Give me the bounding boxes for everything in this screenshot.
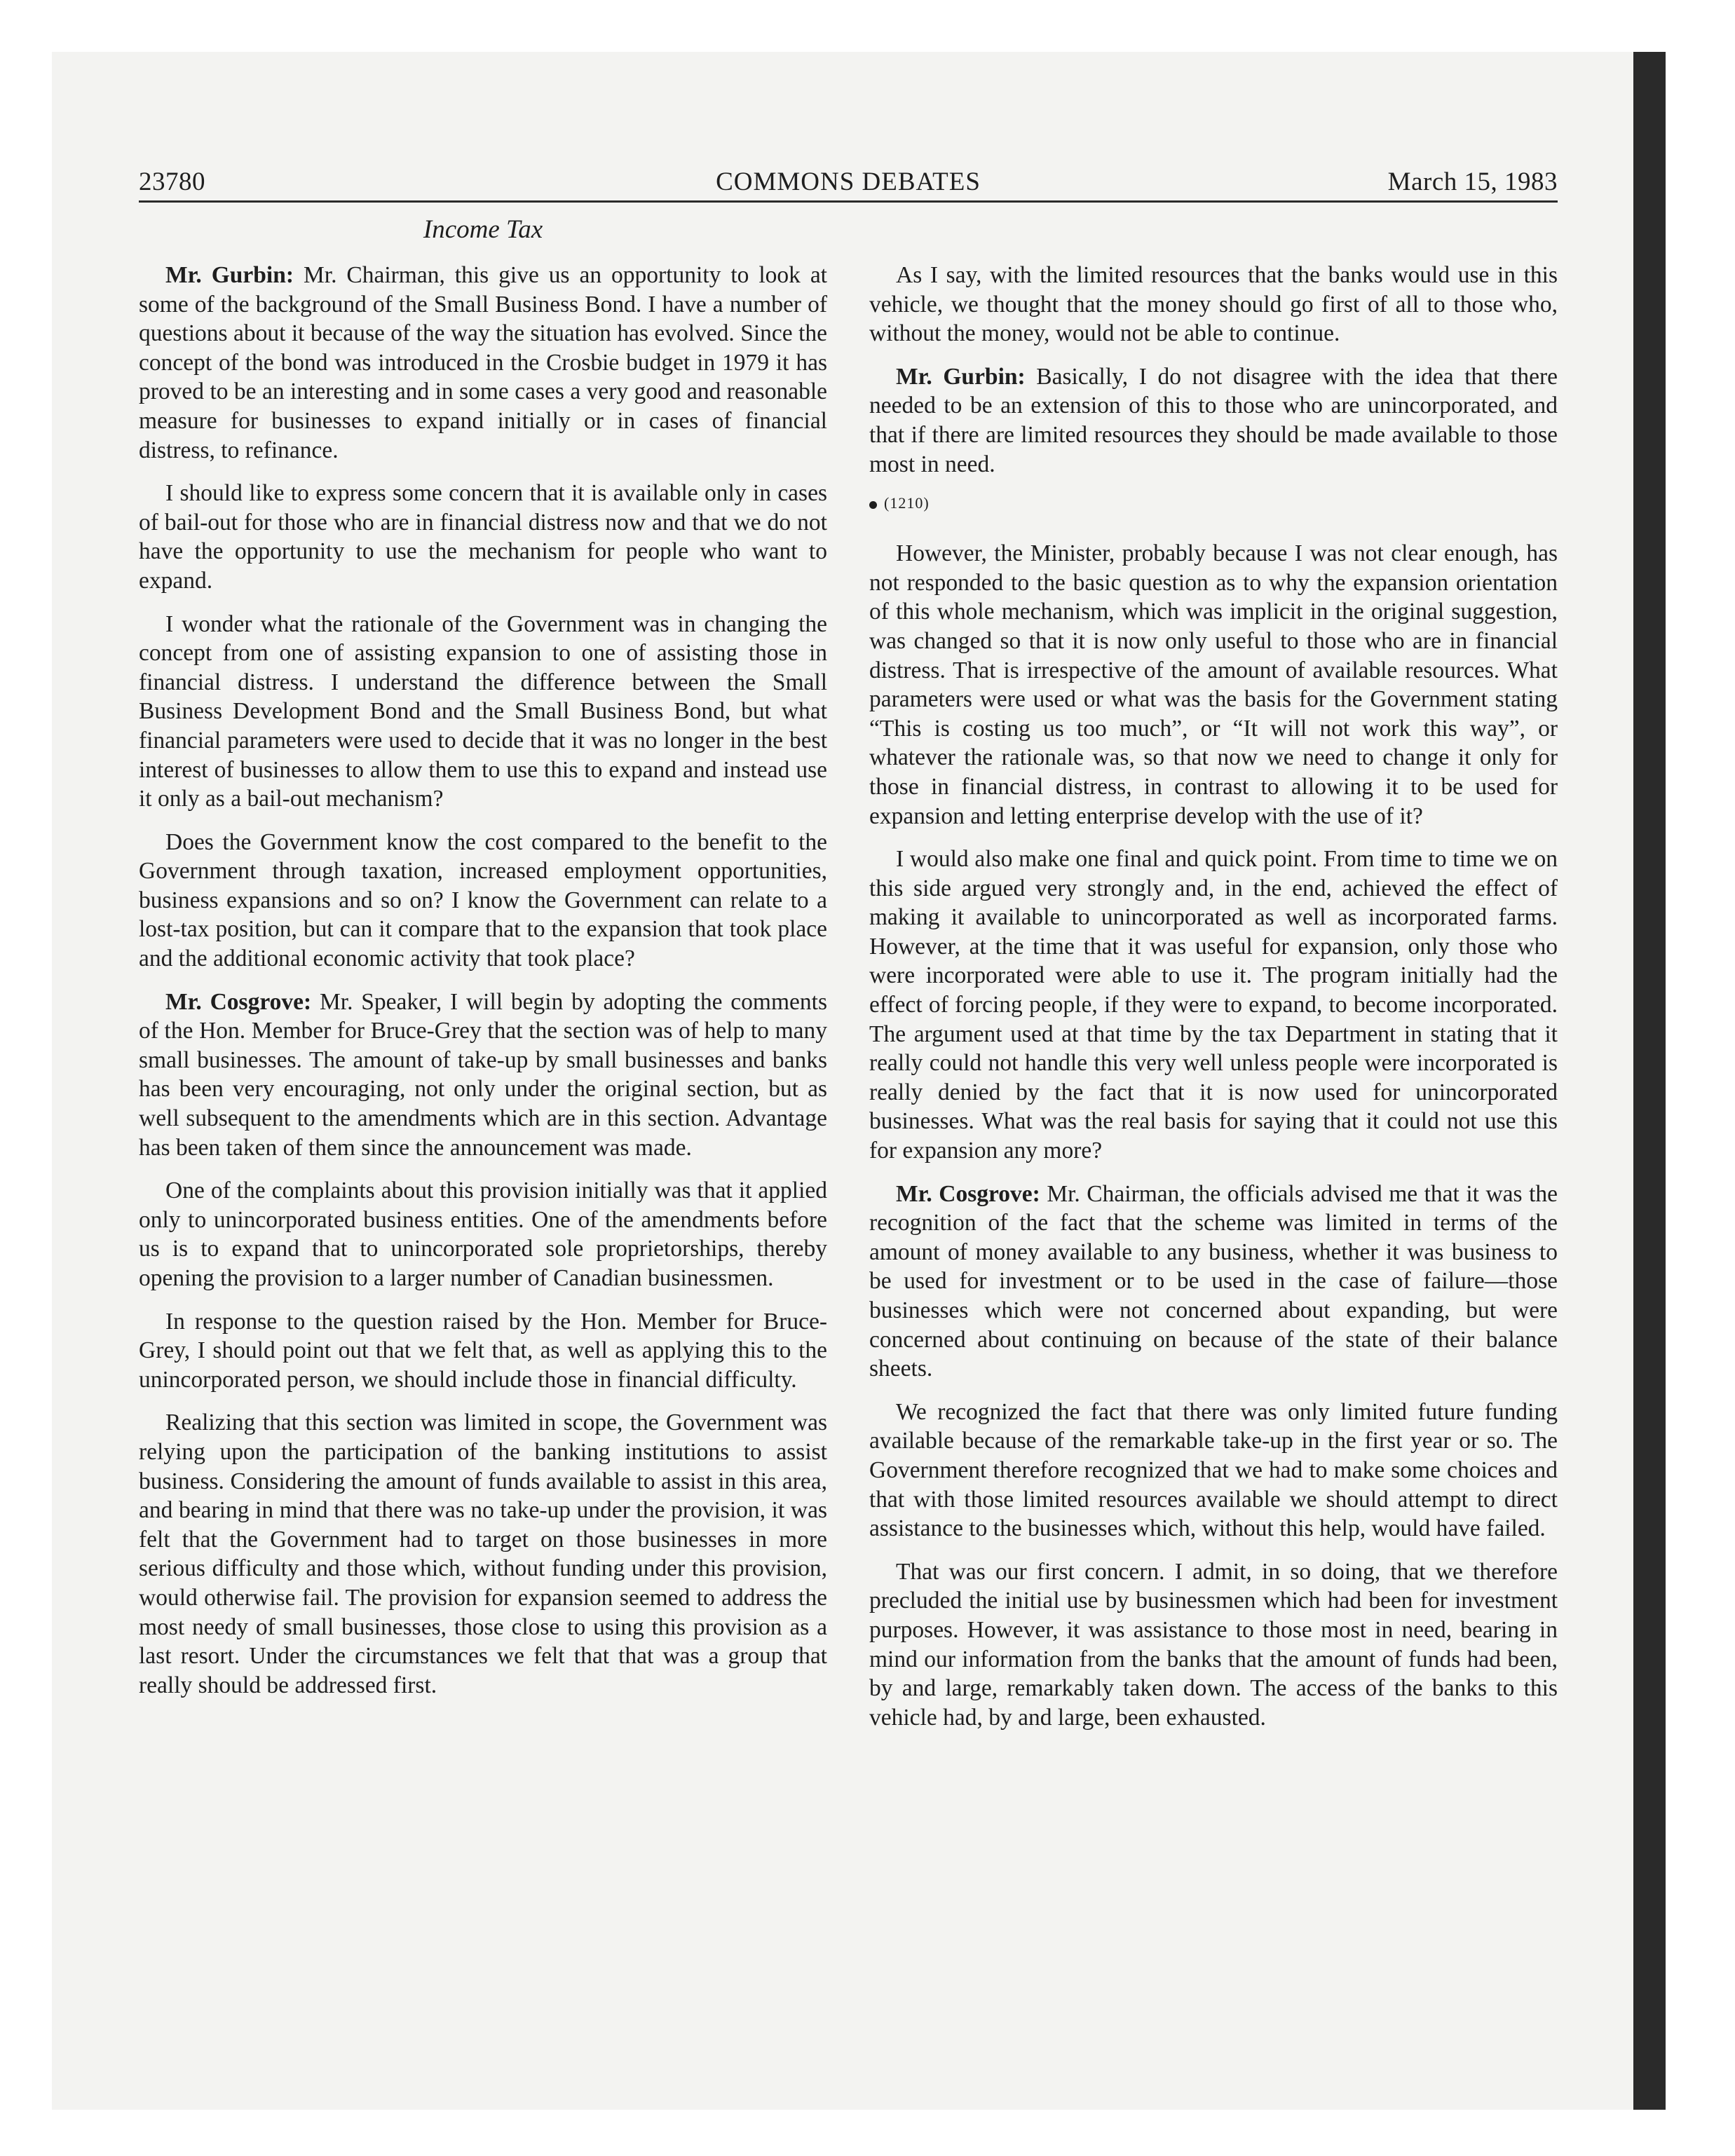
paragraph-text: Realizing that this section was limited in scope, the Government was relying upon the participation of the banking institutions to assist business. Considering the amount of funds available to assist in this area, and bearing in mind that there was no take-up under the provision, it was felt that the Government had to target on those businesses in more serious difficulty and those which, without funding under this provision, would otherwise fail. The provision for expansion seemed to address the most needy of small businesses, those close to using this provision as a last resort. Under the circumstances we felt that that was a group that really should be addressed first. [139,1410,827,1698]
page-number: 23780 [139,168,205,196]
paragraph-text: We recognized the fact that there was only limited future funding available because of the remarkable take-up in the first year or so. The Government therefore recognized that we had to make some choices and that with those limited resources available we should attempt to direct assistance to the businesses which, without this help, would have failed. [869,1398,1558,1542]
paragraph [869,1557,1558,1733]
page-header [139,165,1558,203]
paragraph-text: I would also make one final and quick point. From time to time we on this side argued very strongly and, in the end, achieved the effect of making it available to unincorporated as well as incorporated farms. However, at the time that it was useful for expansion, only those who were incorporated were able to use it. The program initially had the effect of forcing people, if they were to expand, to become incorporated. The argument used at that time by the tax Department in stating that it really could not handle this very well unless people were incorporated is really denied by the fact that it is now used for unincorporated businesses. What was the real basis for saying that it could not use this for expansion any more? [869,846,1558,1164]
paragraph-text: That was our first concern. I admit, in so doing, that we therefore precluded the initial use by businessmen which had been for investment purposes. However, it was assistance to those most in need, bearing in mind our information from the banks that the amount of funds had been, by and large, remarkably taken down. The access of the banks to this vehicle had, by and large, been exhausted. [869,1558,1558,1731]
right-column [869,261,1558,1746]
paragraph-text: Basically, I do not disagree with the idea that there needed to be an extension of this to those who are unincorporated, and that if there are limited resources they should be made available to those most in need. [869,363,1558,477]
speaker-name: Mr. Gurbin: [165,262,294,288]
paragraph-text: Mr. Chairman, the officials advised me that it was the recognition of the fact that the scheme was limited in terms of the amount of money available to any business, whether it was business to be used for investment or to be used in the case of failure—those businesses which were not concerned about expanding, but were concerned about continuing on because of the state of their balance sheets. [869,1180,1558,1382]
bullet-icon [869,501,877,509]
paragraph [869,1180,1558,1384]
publication-date: March 15, 1983 [1387,168,1558,196]
paragraph [139,1408,827,1700]
paragraph-text: I wonder what the rationale of the Government was in changing the concept from one of assisting expansion to one of assisting those in financial distress. I understand the difference between the Small Business Development Bond and the Small Business Bond, but what financial parameters were used to decide that it was no longer in the best interest of businesses to allow them to use this to expand and instead use it only as a bail-out mechanism? [139,610,827,812]
paragraph-text: One of the complaints about this provision initially was that it applied only to unincorporated business entities. One of the amendments before us is to expand that to unincorporated sole proprietorships, thereby opening the provision to a larger number of Canadian businessmen. [139,1178,827,1291]
paragraph-text: As I say, with the limited resources that the banks would use in this vehicle, we thought that the money should go first of all to those who, without the money, would not be able to continue. [869,262,1558,347]
speaker-name: Mr. Cosgrove: [896,1180,1040,1207]
paragraph-text: However, the Minister, probably because I was not clear enough, has not responded to the basic question as to why the expansion orientation of this whole mechanism, which was implicit in the original suggestion, was changed so that it is now only useful to those who are in financial distress. That is irrespective of the amount of available resources. What parameters were used or what was the basis for the Government stating “This is costing us too much”, or “It will not work this way”, or whatever the rationale was, so that now we need to change it only for those in financial distress, in contrast to allowing it to be used for expansion and letting enterprise develop with the use of it? [869,540,1558,829]
paragraph [869,261,1558,348]
paragraph [139,828,827,974]
paragraph-text: Mr. Chairman, this give us an opportunity to look at some of the background of the Small Business Bond. I have a number of questions about it because of the way the situation has evolved. Since the concept of the bond was introduced in the Crosbie budget in 1979 it has proved to be an interesting and in some cases a very good and reasonable measure for businesses to expand initially or in cases of financial distress, to refinance. [139,262,827,463]
paragraph [139,988,827,1163]
time-marker [869,493,1558,514]
publication-title: COMMONS DEBATES [716,168,981,196]
paragraph [869,1398,1558,1543]
paragraph [139,610,827,814]
speaker-name: Mr. Cosgrove: [165,988,312,1015]
time-marker-text: (1210) [884,494,930,512]
paragraph-text: Does the Government know the cost compared to the benefit to the Government through taxation, increased employment opportunities, business expansions and so on? I know the Government can relate to a lost-tax position, but can it compare that to the expansion that took place and the additional economic activity that took place? [139,828,827,972]
paragraph [139,1176,827,1292]
paragraph [139,261,827,465]
paragraph [869,539,1558,831]
paragraph-text: Mr. Speaker, I will begin by adopting the comments of the Hon. Member for Bruce-Grey that the section was of help to many small businesses. The amount of take-up by small businesses and banks has been very encouraging, not only under the original section, but as well subsequent to the amendments which are in this section. Advantage has been taken of them since the announcement was made. [139,988,828,1161]
left-column [139,261,827,1714]
paragraph [869,845,1558,1166]
section-title: Income Tax [423,215,543,244]
paragraph [869,362,1558,479]
paragraph [139,1307,827,1395]
speaker-name: Mr. Gurbin: [896,363,1026,390]
paragraph-text: I should like to express some concern that it is available only in cases of bail-out for those who are in financial distress now and that we do not have the opportunity to use the mechanism for people who want to expand. [139,480,827,594]
paragraph-text: In response to the question raised by the Hon. Member for Bruce-Grey, I should point out that we felt that, as well as applying this to the unincorporated person, we should include those in financial difficulty. [139,1308,827,1393]
paragraph [139,479,827,595]
scan-edge-shadow [1633,52,1666,2110]
